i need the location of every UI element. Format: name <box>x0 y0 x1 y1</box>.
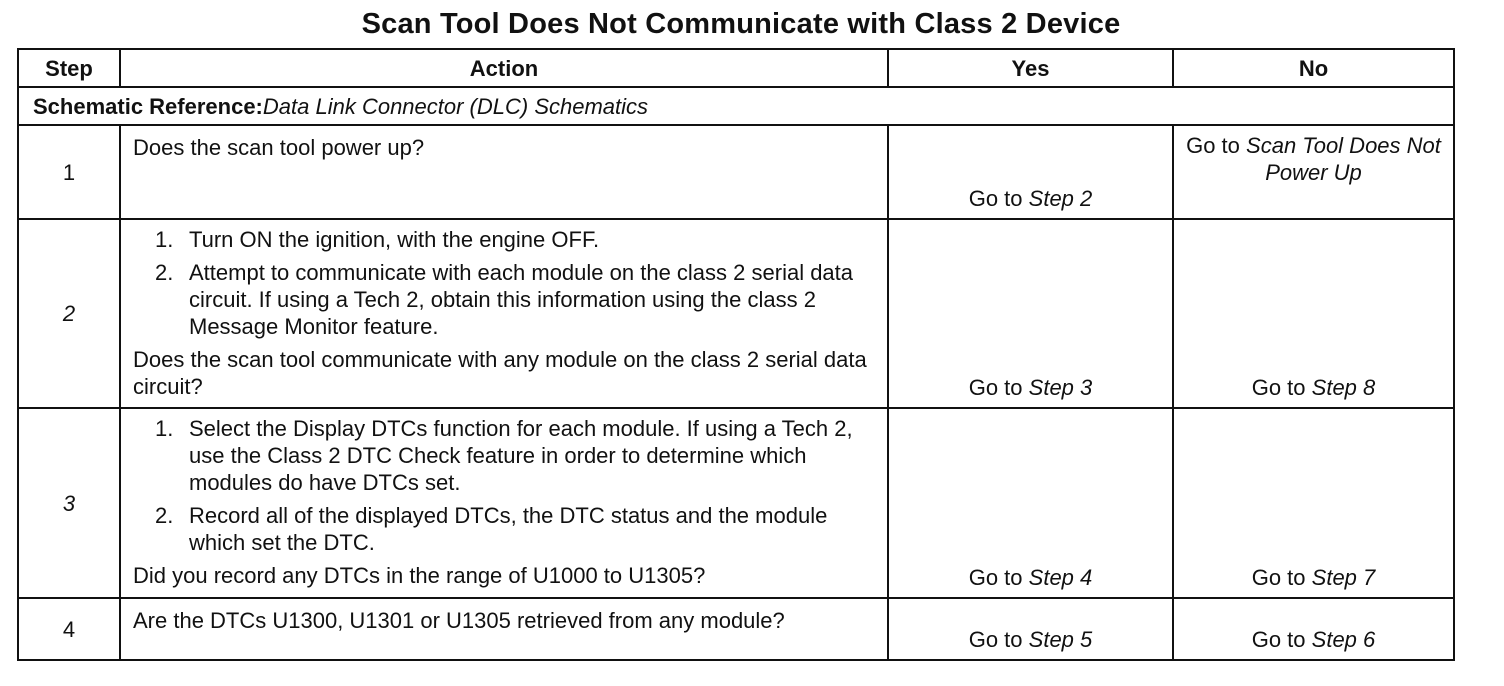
instruction-text: Turn ON the ignition, with the engine OFF. <box>189 227 600 252</box>
instruction-number: 2. <box>155 260 174 285</box>
question-text: Does the scan tool communicate with any module on the class 2 serial data circuit? <box>133 347 867 399</box>
table-row <box>18 408 1454 598</box>
instruction-item <box>133 226 877 253</box>
yes-step-link[interactable]: Step 3 <box>1028 375 1093 400</box>
no-prefix: Go to <box>1251 375 1306 400</box>
yes-cell <box>888 408 1173 598</box>
yes-cell <box>888 598 1173 660</box>
page-title: Scan Tool Does Not Communicate with Class 2 Device <box>361 8 1121 40</box>
action-cell <box>120 125 888 219</box>
yes-prefix: Go to <box>968 375 1023 400</box>
yes-prefix: Go to <box>968 565 1023 590</box>
instruction-text: Select the Display DTCs function for each module. If using a Tech 2, use the Class 2 DTC Check feature in order to determine which modules do have DTCs set. <box>189 416 853 495</box>
no-prefix: Go to <box>1186 133 1240 158</box>
no-prefix: Go to <box>1251 565 1306 590</box>
schematic-reference-label: Schematic Reference: <box>33 93 263 119</box>
action-cell <box>120 408 888 598</box>
no-step-link[interactable]: Scan Tool Does Not Power Up <box>1246 133 1441 185</box>
instruction-list <box>133 226 877 340</box>
no-step-link[interactable]: Step 6 <box>1311 627 1376 652</box>
yes-step-link[interactable]: Step 4 <box>1028 565 1093 590</box>
instruction-item <box>133 502 877 556</box>
question-text: Are the DTCs U1300, U1301 or U1305 retrieved from any module? <box>133 608 785 633</box>
action-cell <box>120 219 888 408</box>
no-cell <box>1173 125 1454 219</box>
no-cell <box>1173 598 1454 660</box>
no-cell <box>1173 408 1454 598</box>
action-cell <box>120 598 888 660</box>
table-header-row <box>18 49 1454 87</box>
yes-prefix: Go to <box>968 186 1023 211</box>
instruction-item <box>133 259 877 340</box>
no-step-link[interactable]: Step 7 <box>1311 565 1376 590</box>
instruction-number: 2. <box>155 503 174 528</box>
instruction-number: 1. <box>155 416 174 441</box>
header-action: Action <box>120 49 888 87</box>
instruction-text: Attempt to communicate with each module on the class 2 serial data circuit. If using a Tech 2, obtain this information using the class 2 Message Monitor feature. <box>189 260 854 339</box>
diagnostic-table <box>17 48 1455 661</box>
header-step: Step <box>18 49 120 87</box>
instruction-item <box>133 415 877 496</box>
instruction-number: 1. <box>155 227 174 252</box>
table-row <box>18 219 1454 408</box>
yes-cell <box>888 219 1173 408</box>
yes-step-link[interactable]: Step 5 <box>1028 627 1093 652</box>
question-text: Does the scan tool power up? <box>133 135 425 160</box>
yes-cell <box>888 125 1173 219</box>
header-yes: Yes <box>888 49 1173 87</box>
table-row <box>18 125 1454 219</box>
header-no: No <box>1173 49 1454 87</box>
schematic-reference-cell <box>18 87 1454 125</box>
step-number: 1 <box>18 125 120 219</box>
step-number: 4 <box>18 598 120 660</box>
schematic-reference-row <box>18 87 1454 125</box>
yes-prefix: Go to <box>968 627 1023 652</box>
no-prefix: Go to <box>1251 627 1306 652</box>
step-number: 2 <box>18 219 120 408</box>
schematic-reference-link[interactable]: Data Link Connector (DLC) Schematics <box>262 93 649 119</box>
step-number: 3 <box>18 408 120 598</box>
yes-step-link[interactable]: Step 2 <box>1028 186 1093 211</box>
question-text: Did you record any DTCs in the range of U1000 to U1305? <box>133 563 706 588</box>
instruction-list <box>133 415 877 556</box>
no-cell <box>1173 219 1454 408</box>
instruction-text: Record all of the displayed DTCs, the DTC status and the module which set the DTC. <box>189 503 828 555</box>
table-row <box>18 598 1454 660</box>
no-step-link[interactable]: Step 8 <box>1311 375 1376 400</box>
